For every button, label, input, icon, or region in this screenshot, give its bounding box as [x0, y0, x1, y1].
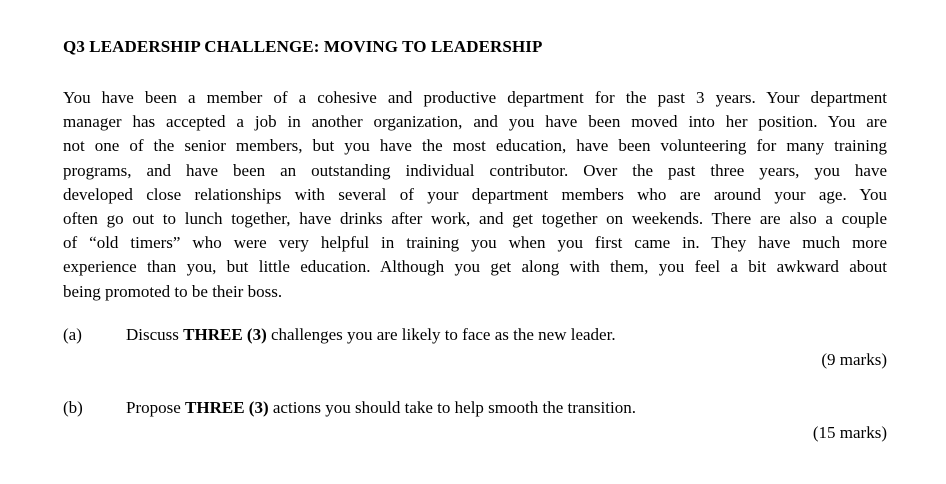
question-a-label: (a)	[63, 325, 82, 344]
scenario-paragraph	[63, 86, 887, 304]
question-b-text-after: actions you should take to help smooth the transition.	[268, 398, 636, 417]
question-a-emphasis: THREE (3)	[183, 325, 267, 344]
question-b-text-before: Propose	[126, 398, 186, 417]
question-title: Q3 LEADERSHIP CHALLENGE: MOVING TO LEADERSHIP	[63, 37, 543, 56]
question-a-text	[126, 325, 616, 345]
question-a-text-before: Discuss	[126, 325, 184, 344]
question-a-text-after: challenges you are likely to face as the new leader.	[266, 325, 616, 344]
paragraph-line: experience than you, but little education. Although you get along with them, you feel a bit awkward about	[63, 257, 887, 277]
paragraph-line: often go out to lunch together, have drinks after work, and get together on weekends. There are also a couple	[63, 209, 887, 229]
paragraph-line: of “old timers” who were very helpful in training you when you first came in. They have much more	[63, 233, 887, 253]
question-b-emphasis: THREE (3)	[185, 398, 269, 417]
paragraph-line: You have been a member of a cohesive and productive department for the past 3 years. Your department	[63, 88, 887, 107]
paragraph-line: manager has accepted a job in another organization, and you have been moved into her position. You are	[63, 112, 887, 132]
question-b-label: (b)	[63, 398, 83, 417]
paragraph-line: programs, and have been an outstanding individual contributor. Over the past three years, you have	[63, 160, 887, 180]
question-a-marks: (9 marks)	[821, 350, 887, 369]
paragraph-line: being promoted to be their boss.	[63, 281, 283, 301]
paragraph-line: developed close relationships with several of your department members who are around your age. You	[63, 184, 887, 204]
paragraph-line: not one of the senior members, but you have the most education, have been volunteering for many training	[63, 136, 887, 156]
question-b-text	[126, 398, 636, 418]
question-b-marks: (15 marks)	[812, 423, 887, 442]
